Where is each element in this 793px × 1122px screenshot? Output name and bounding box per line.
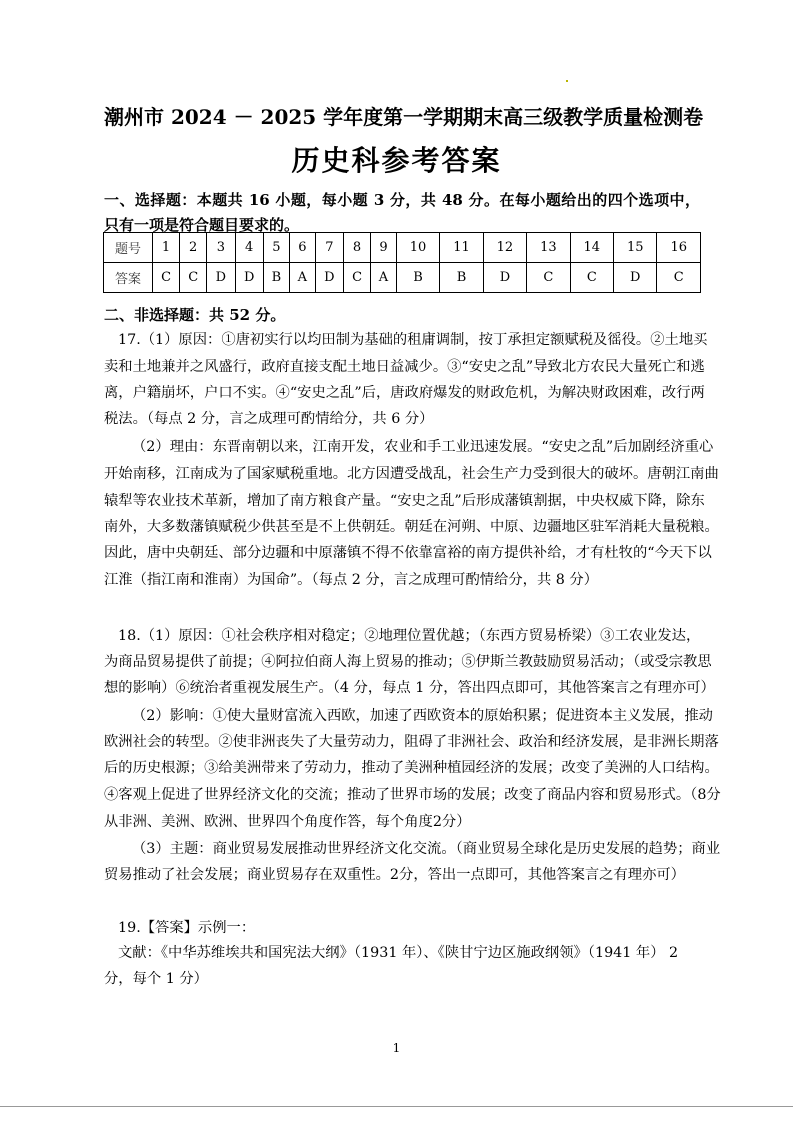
- q19-line: 分，每个 1 分）: [104, 971, 208, 987]
- answer-cell: D: [235, 263, 263, 293]
- answer-cell: C: [527, 263, 570, 293]
- table-row-answers: [104, 263, 701, 293]
- question-number-cell: 2: [180, 233, 207, 263]
- page-bottom-rule: [0, 1106, 793, 1107]
- q17-line: 离，户籍崩坏，户口不实。④“安史之乱”后，唐政府爆发的财政危机，为解决财政困难，改行两: [104, 385, 705, 401]
- question-number-cell: 16: [657, 233, 701, 263]
- answer-cell: D: [483, 263, 526, 293]
- q19-line: 19.【答案】示例一：: [118, 920, 256, 936]
- table-row-numbers: [104, 233, 701, 263]
- q17-line: 辕犁等农业技术革新，增加了南方粮食产量。“安史之乱”后形成藩镇割据，中央权威下降，除东: [104, 493, 705, 509]
- document-subtitle: 历史科参考答案: [291, 144, 502, 177]
- answer-table: [103, 232, 701, 293]
- q18-line: 欧洲社会的转型。②使非洲丧失了大量劳动力，阻碍了非洲社会、政治和经济发展，是非洲长期落: [104, 734, 719, 750]
- q18-line: 18.（1）原因：①社会秩序相对稳定；②地理位置优越；（东西方贸易桥梁）③工农业发达，: [118, 628, 701, 644]
- question-number-cell: 8: [344, 233, 371, 263]
- answer-cell: A: [371, 263, 397, 293]
- question-number-cell: 7: [315, 233, 343, 263]
- q18-line: 贸易推动了社会发展；商业贸易存在双重性。2分，答出一点即可，其他答案言之有理亦可）: [104, 867, 685, 883]
- question-number-cell: 15: [614, 233, 657, 263]
- answer-cell: C: [180, 263, 207, 293]
- q17-line: 因此，唐中央朝廷、部分边疆和中原藩镇不得不依靠富裕的南方提供补给，才有杜牧的“今天下以: [104, 545, 712, 561]
- answer-cell: B: [396, 263, 439, 293]
- stray-mark: [566, 80, 568, 82]
- q18-line: （2）影响：①使大量财富流入西欧，加速了西欧资本的原始积累；促进资本主义发展，推动: [132, 708, 713, 724]
- answer-cell: D: [614, 263, 657, 293]
- q18-line: 想的影响）⑥统治者重视发展生产。（4 分，每点 1 分，答出四点即可，其他答案言之有理亦可）: [104, 680, 715, 696]
- row-label: 题号: [104, 233, 153, 263]
- question-number-cell: 13: [527, 233, 570, 263]
- question-number-cell: 10: [396, 233, 439, 263]
- answer-cell: D: [315, 263, 343, 293]
- question-number-cell: 9: [371, 233, 397, 263]
- question-number-cell: 3: [207, 233, 235, 263]
- row-label: 答案: [104, 263, 153, 293]
- q17-line: 税法。（每点 2 分，言之成理可酌情给分，共 6 分）: [104, 411, 434, 427]
- answer-cell: C: [153, 263, 180, 293]
- q18-line: 从非洲、美洲、欧洲、世界四个角度作答，每个角度2分）: [104, 814, 471, 830]
- q17-line: 江淮（指江南和淮南）为国命”。（每点 2 分，言之成理可酌情给分，共 8 分）: [104, 572, 599, 588]
- q18-line: ④客观上促进了世界经济文化的交流；推动了世界市场的发展；改变了商品内容和贸易形式。（8分: [104, 787, 721, 803]
- question-number-cell: 4: [235, 233, 263, 263]
- q18-line: （3）主题：商业贸易发展推动世界经济文化交流。（商业贸易全球化是历史发展的趋势；商业: [132, 841, 721, 857]
- document-title: 潮州市 2024 － 2025 学年度第一学期期末高三级教学质量检测卷: [104, 105, 704, 129]
- page-number: 1: [392, 1041, 401, 1055]
- q17-line: （2）理由：东晋南朝以来，江南开发，农业和手工业迅速发展。“安史之乱”后加剧经济重心: [132, 439, 714, 455]
- answer-cell: C: [657, 263, 701, 293]
- question-number-cell: 11: [440, 233, 483, 263]
- answer-cell: D: [207, 263, 235, 293]
- answer-cell: B: [440, 263, 483, 293]
- answer-cell: C: [344, 263, 371, 293]
- q17-line: 17.（1）原因：①唐初实行以均田制为基础的租庸调制，按丁承担定额赋税及徭役。②土地买: [118, 332, 708, 348]
- question-number-cell: 1: [153, 233, 180, 263]
- question-number-cell: 6: [289, 233, 315, 263]
- q17-line: 开始南移，江南成为了国家赋税重地。北方因遭受战乱，社会生产力受到很大的破坏。唐朝江南曲: [104, 466, 719, 482]
- question-number-cell: 14: [570, 233, 613, 263]
- q17-line: 南外，大多数藩镇赋税少供甚至是不上供朝廷。朝廷在河朔、中原、边疆地区驻军消耗大量税粮。: [104, 519, 719, 535]
- answer-cell: A: [289, 263, 315, 293]
- q18-line: 后的历史根源；③给美洲带来了劳动力，推动了美洲种植园经济的发展；改变了美洲的人口结构。: [104, 760, 719, 776]
- section2-heading: 二、非选择题：共 52 分。: [104, 306, 286, 324]
- answer-cell: C: [570, 263, 613, 293]
- q18-line: 为商品贸易提供了前提；④阿拉伯商人海上贸易的推动；⑤伊斯兰教鼓励贸易活动；（或受宗教思: [104, 654, 712, 670]
- q19-line: 文献：《中华苏维埃共和国宪法大纲》（1931 年）、《陕甘宁边区施政纲领》（1941 年） 2: [118, 945, 679, 961]
- section1-instructions-line1: 一、选择题：本题共 16 小题，每小题 3 分，共 48 分。在每小题给出的四个选项中，: [104, 191, 700, 209]
- section1-instructions-line2: 只有一项是符合题目要求的。: [104, 216, 300, 234]
- question-number-cell: 5: [263, 233, 289, 263]
- answer-cell: B: [263, 263, 289, 293]
- question-number-cell: 12: [483, 233, 526, 263]
- q17-line: 卖和土地兼并之风盛行，政府直接支配土地日益减少。③“安史之乱”导致北方农民大量死亡和逃: [104, 359, 705, 375]
